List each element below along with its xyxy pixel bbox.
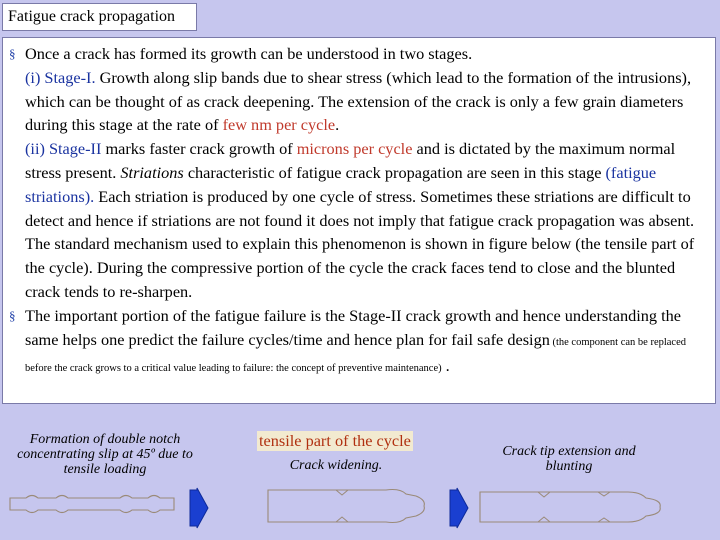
- stage2-rate: microns per cycle: [296, 139, 413, 159]
- arrow-right-icon: [189, 487, 209, 529]
- slide-title: Fatigue crack propagation: [2, 3, 197, 31]
- stage2-label: (ii) Stage-II: [25, 139, 102, 159]
- double-notch-diagram: [8, 492, 176, 516]
- stage1-rate: few nm per cycle: [222, 115, 336, 135]
- stage1-label: (i) Stage-I.: [25, 67, 96, 87]
- stage2-text2: and is dictated by the maximum normal stress present.: [25, 139, 676, 182]
- caption-crack-tip-blunting: Crack tip extension and blunting: [502, 444, 636, 474]
- stage1-text: Growth along slip bands due to shear stress (which lead to the formation of the intrusions), which can be thought of as crack deepening. The extension of the crack is only a few grain diameters during this stage at the rate of: [25, 67, 692, 135]
- bullet-paragraph-stages: [9, 42, 707, 304]
- stage2-text1: marks faster crack growth of: [101, 139, 297, 159]
- preventive-maintenance-note: (the component can be replaced before the crack grows to a critical value leading to failure: the concept of preventive maintenance): [25, 336, 687, 375]
- intro-text: Once a crack has formed its growth can be understood in two stages.: [25, 44, 473, 63]
- arrow-right-icon: [449, 487, 469, 529]
- importance-text: The important portion of the fatigue failure is the Stage-II crack growth and hence understanding the same helps one predict the failure cycles/time and hence plan for fail safe design: [25, 305, 681, 349]
- crack-tip-blunting-diagram: [478, 486, 668, 528]
- bullet-paragraph-importance: [9, 304, 707, 381]
- tensile-part-highlight: tensile part of the cycle: [259, 431, 411, 450]
- stage2-text3: characteristic of fatigue crack propagation are seen in this stage: [183, 162, 606, 182]
- stage2-text4: Each striation is produced by one cycle of stress. Sometimes these striations are difficult to detect and hence if striations are not found it does not imply that fatigue crack propagation was absent. The standard mechanism used to explain this phenomenon is shown in figure below (the tensile part of the cycle). During the compressive portion of the cycle the crack faces tend to close and the blunted crack tends to re-sharpen.: [25, 186, 695, 301]
- content-box: [2, 37, 716, 404]
- bullet-icon: §: [9, 46, 16, 61]
- stage1-end: .: [335, 115, 340, 135]
- caption-double-notch: Formation of double notch concentrating slip at 45º due to tensile loading: [17, 432, 193, 477]
- crack-widening-diagram: [266, 486, 434, 526]
- caption-crack-widening: Crack widening.: [289, 458, 383, 473]
- fatigue-striations: (fatigue striations).: [25, 162, 657, 206]
- bullet-icon: §: [9, 307, 16, 323]
- importance-end: .: [441, 356, 450, 376]
- striations-word: Striations: [120, 162, 184, 182]
